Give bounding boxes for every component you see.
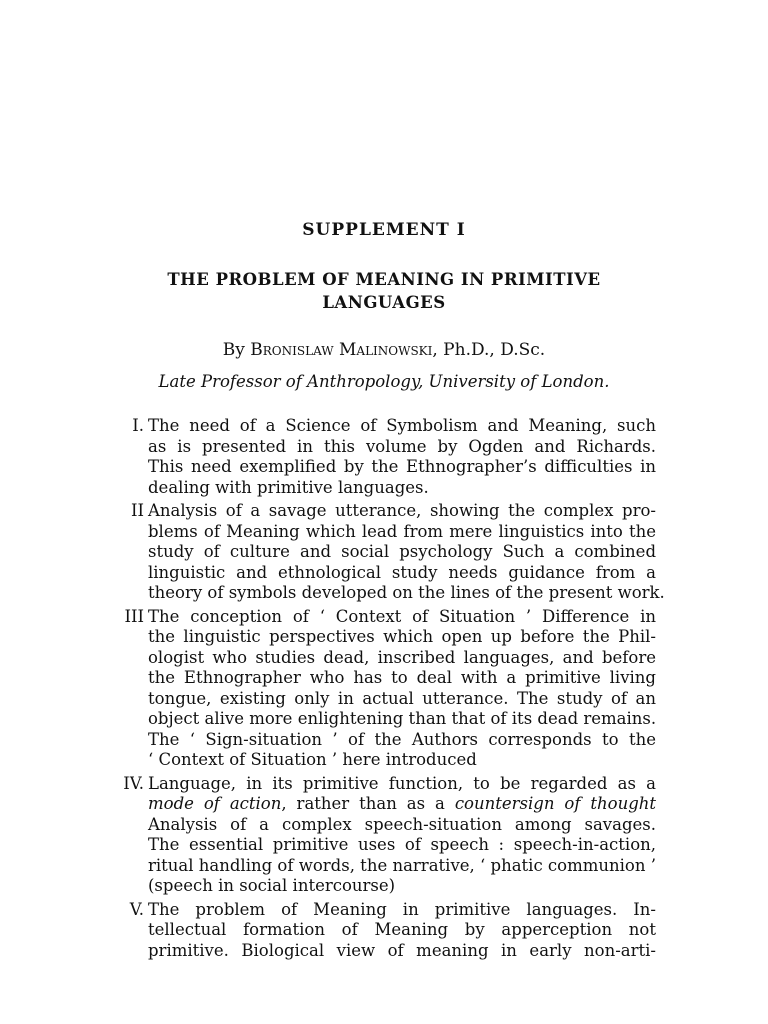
synopsis-section-5 xyxy=(0,900,768,962)
author-degrees: , Ph.D., D.Sc. xyxy=(432,340,546,360)
text-line: Language, in its primitive function, to be regarded as a xyxy=(148,773,656,793)
text-line: This need exemplified by the Ethnographer’s difficulties in xyxy=(148,457,656,476)
text-line: The conception of ‘ Context of Situation ’ Difference in xyxy=(148,606,656,626)
chapter-title xyxy=(110,268,658,314)
text-line: tongue, existing only in actual utterance. The study of an xyxy=(148,688,656,708)
synopsis-section-3 xyxy=(0,607,768,771)
text-line: primitive. Biological view of meaning in early non-arti- xyxy=(148,940,656,960)
synopsis-list xyxy=(0,416,768,964)
supplement-heading: SUPPLEMENT I xyxy=(302,220,466,240)
text-line: (speech in social intercourse) xyxy=(148,876,396,895)
text-line: Analysis of a savage utterance, showing the complex pro- xyxy=(148,501,656,520)
author-affiliation: Late Professor of Anthropology, University of London. xyxy=(158,372,610,391)
section-number: II xyxy=(130,501,144,520)
text-line: ologist who studies dead, inscribed languages, and before xyxy=(148,647,656,667)
text-line: Analysis of a complex speech-situation among savages. xyxy=(148,814,656,834)
text-line: study of culture and social psychology Such a combined xyxy=(148,542,656,561)
text-line-italic: mode of action, rather than as a countersign of thought xyxy=(148,794,657,813)
text-line: The need of a Science of Symbolism and Meaning, such xyxy=(148,416,656,435)
section-number: IV. xyxy=(123,773,144,793)
text-line: blems of Meaning which lead from mere linguistics into the xyxy=(148,521,656,541)
text-line: the Ethnographer who has to deal with a primitive living xyxy=(148,668,656,687)
text-line: ritual handling of words, the narrative, ‘ phatic communion ’ xyxy=(148,855,656,875)
author-by: By xyxy=(222,340,245,360)
text-line: theory of symbols developed on the lines of the present work. xyxy=(148,583,665,602)
text-line: object alive more enlightening than that of its dead remains. xyxy=(148,709,657,728)
text-line: as is presented in this volume by Ogden and Richards. xyxy=(148,436,656,456)
section-number: III xyxy=(124,606,144,626)
title-line: LANGUAGES xyxy=(322,293,446,312)
text-line: ‘ Context of Situation ’ here introduced xyxy=(148,750,477,769)
text-line: The problem of Meaning in primitive languages. In- xyxy=(148,899,656,919)
synopsis-section-2 xyxy=(0,501,768,604)
text-line: tellectual formation of Meaning by apperception not xyxy=(148,920,656,939)
synopsis-section-1 xyxy=(0,416,768,498)
section-number: V. xyxy=(129,899,144,919)
title-line: THE PROBLEM OF MEANING IN PRIMITIVE xyxy=(167,270,601,289)
text-line: the linguistic perspectives which open up before the Phil- xyxy=(148,627,656,646)
text-line: linguistic and ethnological study needs guidance from a xyxy=(148,562,656,582)
synopsis-section-4 xyxy=(0,774,768,897)
author-name: Bronislaw Malinowski xyxy=(250,340,433,360)
text-line: The ‘ Sign-situation ’ of the Authors corresponds to the xyxy=(148,729,656,749)
text-line: The essential primitive uses of speech : speech-in-action, xyxy=(148,835,656,854)
author-line xyxy=(0,340,768,360)
section-number: I. xyxy=(132,416,144,435)
text-line: dealing with primitive languages. xyxy=(148,477,429,497)
